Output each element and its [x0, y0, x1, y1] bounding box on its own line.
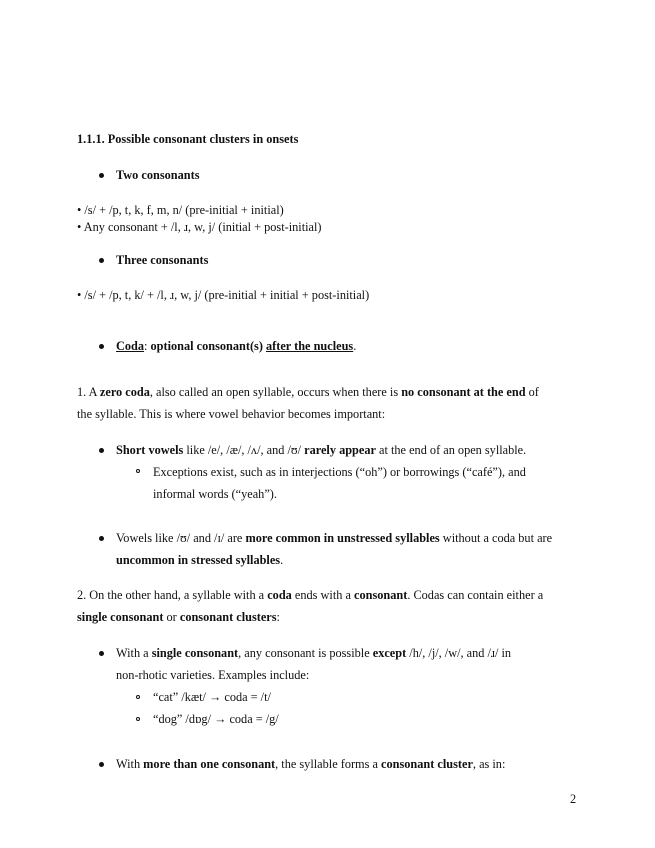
bullet-icon — [99, 448, 104, 453]
single-consonant-line-1: With a single consonant, any consonant is possible except /h/, /j/, /w/, and /ɹ/ in — [116, 646, 512, 660]
two-consonants-label: Two consonants — [116, 168, 200, 182]
sub-bullet-icon — [136, 469, 140, 473]
three-consonants-label: Three consonants — [116, 253, 209, 267]
bullet-icon — [99, 651, 104, 656]
short-vowels-line: Short vowels like /e/, /æ/, /ʌ/, and /ʊ/ rarely appear at the end of an open syllable. — [116, 443, 527, 457]
coda-definition: Coda: optional consonant(s) after the nucleus. — [116, 339, 357, 353]
page-number: 2 — [570, 792, 577, 806]
two-consonants-line-2: • Any consonant + /l, ɹ, w, j/ (initial + post-initial) — [77, 220, 322, 234]
example-cat: “cat” /kæt/ → coda = /t/ — [153, 690, 271, 704]
paragraph-2-line-1: 2. On the other hand, a syllable with a coda ends with a consonant. Codas can contain either a — [77, 588, 544, 602]
more-than-one-line: With more than one consonant, the syllable forms a consonant cluster, as in: — [116, 757, 506, 771]
bullet-icon — [99, 258, 104, 263]
vowels-like-line-2: uncommon in stressed syllables. — [116, 553, 284, 567]
single-consonant-line-2: non-rhotic varieties. Examples include: — [116, 668, 310, 682]
vowels-like-line-1: Vowels like /ʊ/ and /ɪ/ are more common in unstressed syllables without a coda but are — [116, 531, 553, 545]
example-dog: “dog” /dɒg/ → coda = /g/ — [153, 712, 279, 726]
exceptions-line-1: Exceptions exist, such as in interjections (“oh”) or borrowings (“café”), and — [153, 465, 526, 479]
section-heading: 1.1.1. Possible consonant clusters in onsets — [77, 132, 299, 146]
exceptions-line-2: informal words (“yeah”). — [153, 487, 277, 501]
bullet-icon — [99, 762, 104, 767]
bullet-icon — [99, 536, 104, 541]
bullet-icon — [99, 344, 104, 349]
bullet-icon — [99, 173, 104, 178]
paragraph-1-line-1: 1. A zero coda, also called an open syllable, occurs when there is no consonant at the end of — [77, 385, 539, 399]
sub-bullet-icon — [136, 717, 140, 721]
two-consonants-line-1: • /s/ + /p, t, k, f, m, n/ (pre-initial + initial) — [77, 203, 284, 217]
sub-bullet-icon — [136, 695, 140, 699]
paragraph-1-line-2: the syllable. This is where vowel behavior becomes important: — [77, 407, 386, 421]
paragraph-2-line-2: single consonant or consonant clusters: — [77, 610, 280, 624]
three-consonants-line-1: • /s/ + /p, t, k/ + /l, ɹ, w, j/ (pre-initial + initial + post-initial) — [77, 288, 370, 302]
